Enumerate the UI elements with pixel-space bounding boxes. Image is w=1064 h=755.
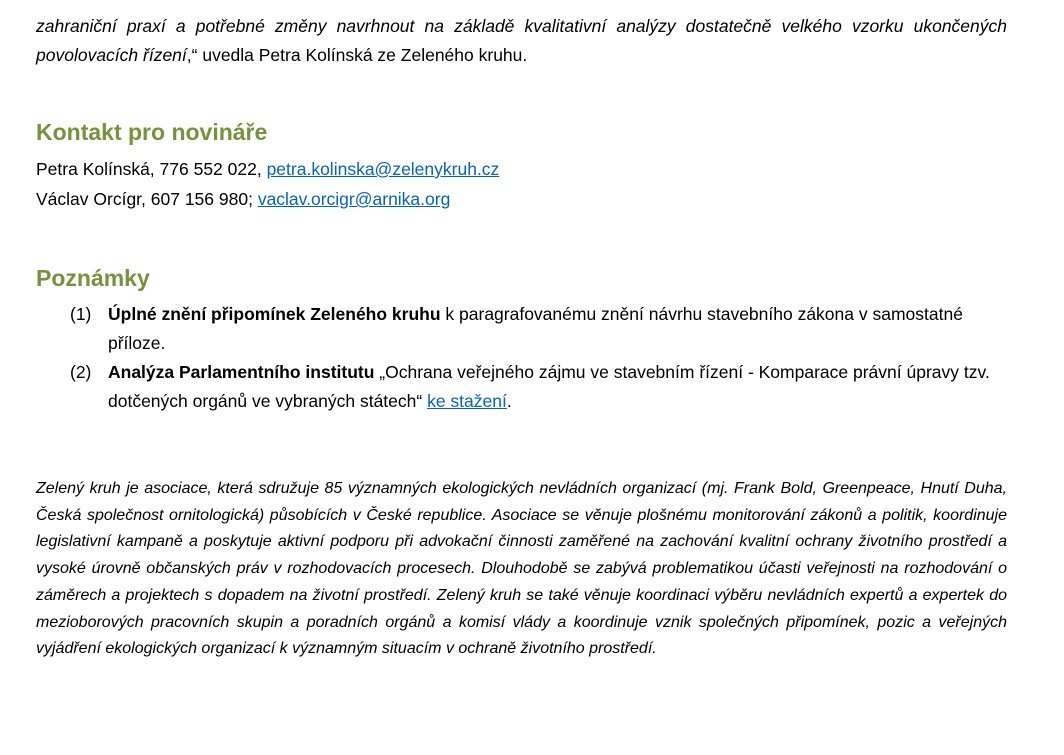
note-1-text: k paragrafovanému znění návrhu stavebního zákona v samostatné příloze. bbox=[108, 304, 963, 353]
contact-heading: Kontakt pro novináře bbox=[36, 119, 268, 145]
notes-heading: Poznámky bbox=[36, 265, 150, 291]
note-item-1 bbox=[70, 300, 988, 358]
contact-1-text: Petra Kolínská, 776 552 022, bbox=[36, 159, 267, 179]
intro-paragraph bbox=[36, 12, 1007, 70]
contact-2-email-link[interactable]: vaclav.orcigr@arnika.org bbox=[257, 189, 451, 209]
note-2-title: Analýza Parlamentního institutu bbox=[108, 362, 375, 382]
download-link[interactable]: ke stažení bbox=[427, 391, 507, 411]
contact-2-text: Václav Orcígr, 607 156 980; bbox=[36, 189, 258, 209]
note-2-number: (2) bbox=[70, 362, 92, 382]
intro-attribution: ,“ uvedla Petra Kolínská ze Zeleného kruhu. bbox=[186, 45, 528, 65]
contact-line-2 bbox=[36, 185, 450, 214]
about-paragraph: Zelený kruh je asociace, která sdružuje 85 významných ekologických nevládních organizací (mj. Frank Bold, Greenpeace, Hnutí Duha, Česká společnost ornitologická) působících v České republice. Asociace se věnuje plošnému monitorování zákonů a politik, koordinuje legislativní kampaně a poskytuje aktivní podporu při advokační činnosti zaměřené na zachování kvalitní ochrany životního prostředí a vysoké úrovně občanských práv v rozhodovacích procesech. Dlouhodobě se zabývá problematikou účasti veřejnosti na rozhodování o záměrech a projektech s dopadem na životní prostředí. Zelený kruh se také věnuje koordinaci výběru nevládních expertů a expertek do mezioborových pracovních skupin a poradních orgánů a komisí vlády a koordinuje vznik společných připomínek, pozic a veřejných vyjádření ekologických organizací k významným situacím v ochraně životního prostředí. bbox=[36, 480, 1007, 658]
note-2-end: . bbox=[506, 391, 512, 411]
intro-quote: zahraniční praxí a potřebné změny navrhnout na základě kvalitativní analýzy dostatečně velkého vzorku ukončených povolovacích řízení bbox=[36, 16, 1007, 65]
contact-line-1 bbox=[36, 155, 499, 184]
note-1-title: Úplné znění připomínek Zeleného kruhu bbox=[108, 304, 441, 324]
note-2-text: „Ochrana veřejného zájmu ve stavebním řízení - Komparace právní úpravy tzv. dotčených orgánů ve vybraných státech“ bbox=[108, 362, 990, 411]
notes-list bbox=[70, 300, 1007, 416]
contact-1-email-link[interactable]: petra.kolinska@zelenykruh.cz bbox=[266, 159, 500, 179]
note-item-2 bbox=[70, 358, 1048, 416]
note-1-number: (1) bbox=[70, 304, 92, 324]
